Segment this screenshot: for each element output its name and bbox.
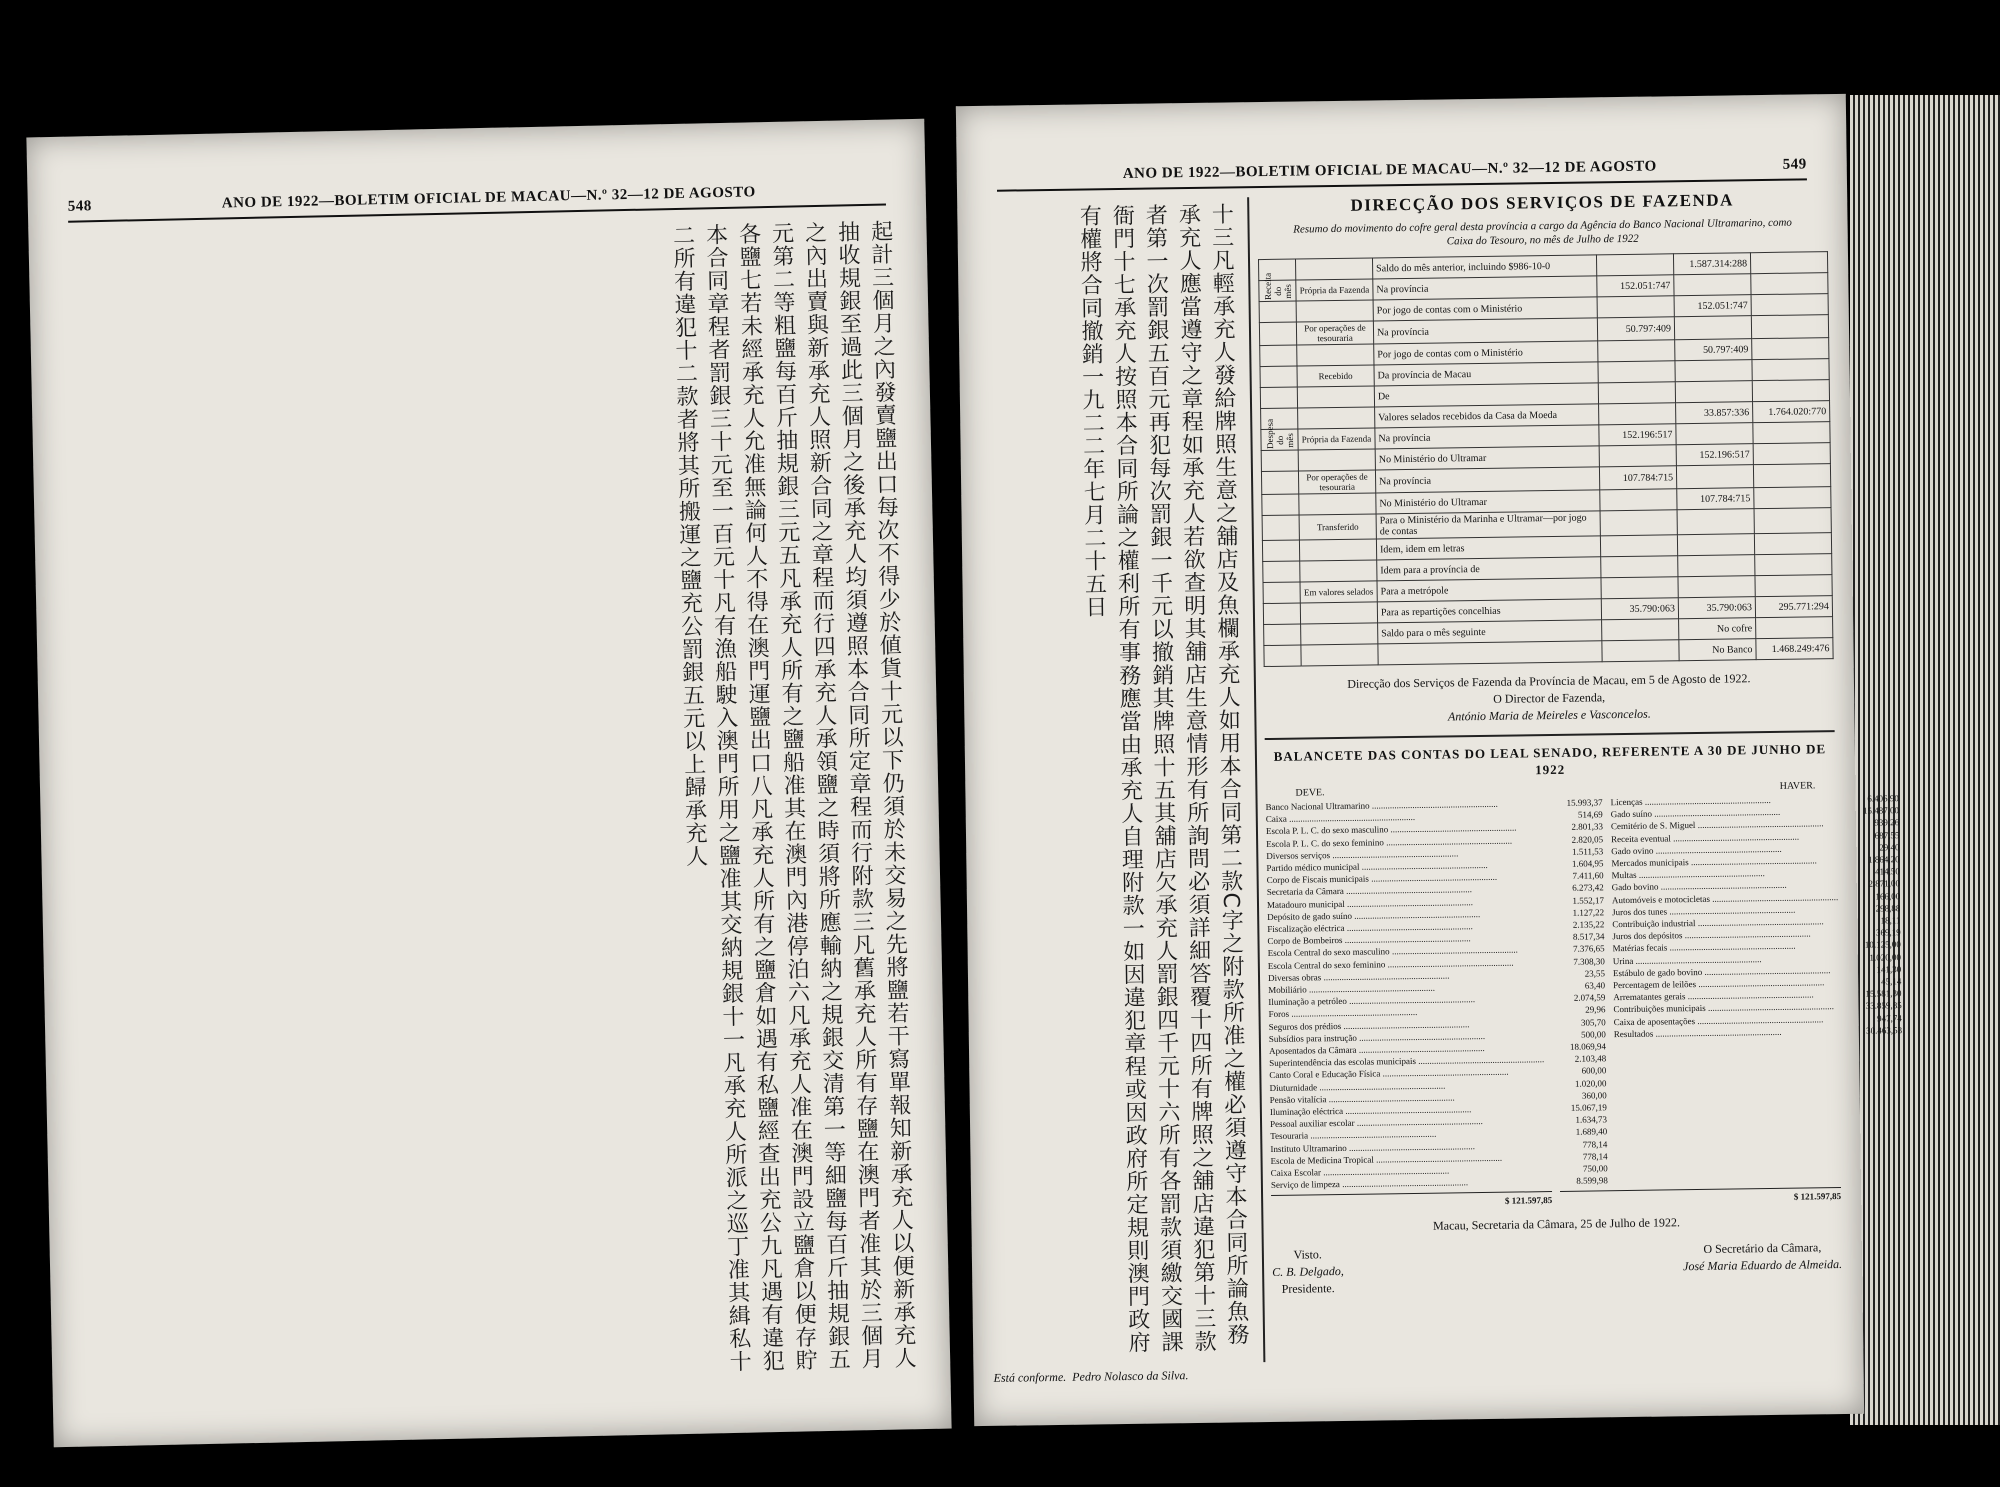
- deve-item-value: 1.552,17: [1572, 894, 1605, 906]
- fazenda-cell-c1: [1600, 489, 1677, 511]
- secretary-block: [1683, 1239, 1843, 1292]
- fazenda-cell-c3: [1753, 443, 1830, 465]
- fazenda-cell-c2: 152.051:747: [1674, 295, 1751, 317]
- deve-item-value: 2.135,22: [1572, 919, 1605, 930]
- deve-item-label: Banco Nacional Ultramarino .....: [1266, 797, 1541, 813]
- fazenda-cell-section: [1261, 450, 1298, 472]
- deve-item-value: 7.376,65: [1573, 943, 1605, 955]
- deve-item-value: 29,96: [1585, 1004, 1606, 1016]
- deve-item-label: Iluminação eléctrica .....: [1270, 1102, 1545, 1118]
- fazenda-cell-section: Despesa do mês: [1261, 429, 1298, 451]
- fazenda-cell-c2: No Banco: [1679, 639, 1756, 661]
- haver-item-label: Matérias fecais .....: [1613, 939, 1839, 954]
- deve-item-label: Escola de Medicina Tropical .....: [1270, 1151, 1545, 1167]
- fazenda-cell-c2: [1678, 555, 1755, 577]
- fazenda-signer-name: António Maria de Meireles e Vasconcelos.: [1447, 706, 1651, 724]
- deve-item-label: Fiscalização eléctrica .....: [1267, 919, 1542, 935]
- haver-item-label: Caixa de aposentações .....: [1614, 1013, 1840, 1028]
- haver-item-value: 6.406,90: [1867, 793, 1899, 804]
- fazenda-cell-label: No Ministério do Ultramar: [1375, 446, 1599, 470]
- haver-item-value: 29,40: [1879, 841, 1900, 853]
- deve-item-value: 2.801,33: [1571, 821, 1603, 833]
- fazenda-cell-c1: [1602, 640, 1679, 662]
- deve-label: DEVE.: [1295, 787, 1325, 799]
- haver-item-label: Licenças .....: [1610, 793, 1836, 808]
- section-rule: [1265, 730, 1835, 740]
- fazenda-cell-c1: [1597, 296, 1674, 318]
- fazenda-cell-c1: [1598, 382, 1675, 404]
- deve-item-value: 18.069,94: [1569, 1041, 1607, 1052]
- fazenda-cell-group: [1299, 539, 1376, 561]
- left-chinese-text: 起計三個月之內發賣鹽出口每次不得少於値貨十元以下仍須於未交易之先將鹽若干寫單報知新承充人以便新承充人抽收規銀至過此三個月之後承充人均須遵照本合同所定章程而行附款三凡舊承充人所有存鹽在澳門者准其於三個月之內出賣與新承充人照新合同之章程而行四承充人承領鹽之時須將所應輸納之規銀交清第一等細鹽每百斤抽規銀五元第二等粗鹽每百斤抽規銀三元五凡承充人所有之鹽船准其在澳門內港停泊六凡承充人准在澳門設立鹽倉以便存貯各鹽七若未經承充人允准無論何人不得在澳門運鹽出口八凡承充人所有之鹽倉如遇有私鹽經查出充公九凡遇有違犯本合同章程者罰銀三十元至一百元十凡有漁船駛入澳門所用之鹽准其交納規銀十一凡承充人所派之巡丁准其緝私十二所有違犯十二款者將其所搬運之鹽充公罰銀五元以上歸承充人: [669, 219, 917, 1374]
- fazenda-cell-c3: [1752, 338, 1829, 360]
- fazenda-cell-c1: 35.790:063: [1601, 598, 1678, 620]
- fazenda-cell-label: Idem para a província de: [1377, 557, 1601, 581]
- haver-item-value: 33.859,85: [1865, 1000, 1902, 1012]
- right-page: [956, 94, 1903, 1426]
- fazenda-cell-section: [1260, 345, 1297, 367]
- conformity-label: Está conforme.: [993, 1369, 1067, 1385]
- fazenda-cell-label: [1378, 641, 1602, 665]
- deve-item-value: 15.993,37: [1566, 797, 1603, 808]
- haver-item-label: Gado bovino .....: [1612, 878, 1838, 893]
- fazenda-cell-group: [1297, 386, 1374, 408]
- haver-item-value: 141,30: [1876, 964, 1902, 975]
- fazenda-cell-group: [1298, 449, 1375, 471]
- fazenda-cell-label: Para as repartições concelhias: [1377, 599, 1601, 623]
- deve-item-label: Aposentados da Câmara .....: [1269, 1041, 1544, 1057]
- fazenda-cell-c1: 152.196:517: [1599, 424, 1676, 446]
- fazenda-cell-label: Idem, idem em letras: [1376, 536, 1600, 560]
- haver-item-label: Estábulo de gado bovino .....: [1613, 964, 1839, 979]
- fazenda-cell-label: Para a metrópole: [1377, 578, 1601, 602]
- secretary-title: O Secretário da Câmara,: [1703, 1240, 1822, 1256]
- haver-item-label: Percentagem de leilões .....: [1613, 976, 1839, 991]
- fazenda-cell-section: [1260, 366, 1297, 388]
- fazenda-cell-label: De: [1374, 383, 1598, 407]
- fazenda-cell-c3: [1754, 533, 1831, 555]
- fazenda-cell-label: Saldo do mês anterior, incluindo $986-10-0: [1372, 255, 1596, 279]
- haver-label: HAVER.: [1779, 780, 1816, 792]
- haver-item-value: 166,00: [1875, 890, 1901, 902]
- deve-item-label: Matadouro municipal .....: [1267, 895, 1542, 911]
- deve-item-value: 778,14: [1582, 1138, 1608, 1150]
- fazenda-cell-c3: [1755, 575, 1832, 597]
- deve-item-label: Caixa Escolar .....: [1271, 1163, 1546, 1179]
- deve-item-value: 305,70: [1580, 1016, 1606, 1028]
- right-page-number: 549: [1782, 156, 1807, 173]
- balancete-body: [1265, 793, 1903, 1191]
- haver-item-value: 2.871,00: [1868, 878, 1901, 890]
- haver-item-label: Juros dos depósitos .....: [1612, 927, 1838, 942]
- conformity-line: [993, 1368, 1188, 1386]
- fazenda-cell-c3: 1.468.249:476: [1756, 638, 1833, 660]
- deve-item-label: Diuturnidade .....: [1269, 1078, 1544, 1094]
- fazenda-cell-c3: 295.771:294: [1755, 596, 1832, 618]
- deve-item-value: 8.517,34: [1572, 931, 1605, 942]
- haver-item-value: 1.020,00: [1869, 951, 1902, 963]
- deve-item-value: 1.604,95: [1571, 858, 1604, 869]
- deve-item-label: Instituto Ultramarino .....: [1270, 1139, 1545, 1155]
- deve-item-value: 750,00: [1582, 1163, 1608, 1174]
- fazenda-cell-section: [1262, 540, 1299, 562]
- deve-item-value: 1.634,73: [1575, 1114, 1608, 1126]
- fazenda-cell-section: [1263, 582, 1300, 604]
- fazenda-cell-c3: [1753, 422, 1830, 444]
- fazenda-place-date: Direcção dos Serviços de Fazenda da Província de Macau, em 5 de Agosto de 1922.: [1347, 671, 1751, 691]
- fazenda-cell-c2: 1.587.314:288: [1673, 253, 1750, 275]
- visto-label: Visto.: [1293, 1246, 1322, 1262]
- fazenda-cell-section: [1259, 301, 1296, 323]
- deve-item-value: 7.308,30: [1573, 955, 1605, 967]
- haver-item-value: 10.125,00: [1864, 939, 1901, 951]
- deve-item-label: Serviço de limpeza .....: [1271, 1175, 1546, 1191]
- deve-item-value: 7.411,60: [1572, 870, 1604, 881]
- fazenda-cell-group: Própria da Fazenda: [1296, 279, 1373, 301]
- fazenda-cell-label: Saldo para o mês seguinte: [1378, 620, 1602, 644]
- haver-item-label: Gado suíno .....: [1611, 805, 1837, 820]
- haver-item-value: 687,55: [1874, 829, 1900, 841]
- deve-item-value: 360,00: [1581, 1090, 1607, 1101]
- fazenda-table: [1258, 251, 1834, 667]
- deve-item-value: 2.074,59: [1573, 992, 1606, 1003]
- fazenda-cell-c2: [1677, 509, 1754, 535]
- deve-item-value: 778,14: [1582, 1151, 1608, 1162]
- haver-item-label: Receita eventual .....: [1611, 830, 1837, 845]
- fazenda-cell-section: [1260, 387, 1297, 409]
- fazenda-cell-c2: [1675, 360, 1752, 382]
- deve-item-label: Mobiliário .....: [1268, 980, 1543, 996]
- deve-item-label: Corpo de Bombeiros .....: [1267, 931, 1542, 947]
- fazenda-cell-c1: 50.797:409: [1597, 317, 1674, 341]
- president-block: [1272, 1246, 1344, 1298]
- deve-item-value: 600,00: [1581, 1065, 1607, 1077]
- fazenda-cell-c2: No cofre: [1679, 618, 1756, 640]
- fazenda-cell-c3: [1752, 359, 1829, 381]
- deve-item-value: 514,69: [1577, 809, 1603, 820]
- haver-item-label: Gado ovino .....: [1611, 842, 1837, 857]
- balancete-signatures: [1272, 1239, 1843, 1298]
- deve-item-label: Partido médico municipal .....: [1266, 858, 1541, 874]
- deve-item-label: Tesouraria .....: [1270, 1127, 1545, 1143]
- haver-total: $ 121.597,85: [1560, 1187, 1841, 1206]
- deve-item-value: 8.599,98: [1576, 1175, 1608, 1187]
- deve-total: $ 121.597,85: [1271, 1191, 1552, 1210]
- conformity-name: Pedro Nolasco da Silva.: [1072, 1368, 1189, 1384]
- fazenda-cell-group: Em valores selados: [1300, 581, 1377, 603]
- deve-item-label: Diversos serviços .....: [1266, 846, 1541, 862]
- fazenda-cell-c1: [1601, 556, 1678, 578]
- haver-item-value: 369,19: [1875, 927, 1901, 938]
- deve-item-label: Iluminação a petróleo .....: [1268, 992, 1543, 1008]
- fazenda-cell-c1: [1596, 254, 1673, 276]
- haver-item-label: Contribuições municipais .....: [1613, 1000, 1839, 1015]
- fazenda-cell-c3: [1751, 294, 1828, 316]
- fazenda-cell-c1: [1598, 361, 1675, 383]
- balancete-place-date: Macau, Secretaria da Câmara, 25 de Julho de 1922.: [1432, 1214, 1681, 1233]
- fazenda-cell-group: [1297, 344, 1374, 366]
- fazenda-cell-group: [1298, 407, 1375, 429]
- fazenda-cell-c1: [1600, 510, 1677, 536]
- haver-item-label: Automóveis e motocicletas .....: [1612, 891, 1838, 906]
- balancete-title: BALANCETE DAS CONTAS DO LEAL SENADO, REFERENTE A 30 DE JUNHO DE 1922: [1273, 741, 1827, 778]
- fazenda-cell-c3: [1751, 315, 1828, 339]
- deve-item-value: 63,40: [1584, 980, 1606, 991]
- fazenda-cell-group: Por operações de tesouraria: [1296, 321, 1373, 345]
- fazenda-cell-label: Na província: [1373, 276, 1597, 300]
- fazenda-cell-section: [1263, 603, 1300, 625]
- fazenda-cell-section: [1262, 494, 1299, 516]
- fazenda-cell-c3: [1751, 273, 1828, 295]
- fazenda-cell-label: Da província de Macau: [1374, 362, 1598, 386]
- fazenda-subtitle: Resumo do movimento do cofre geral desta província a cargo da Agência do Banco Nacional Ultramarino, como Caixa do Tesouro, no mês de Julho de 1922: [1293, 216, 1792, 248]
- deve-item-label: Foros .....: [1268, 1005, 1543, 1021]
- haver-item-label: Juros dos tunes .....: [1612, 903, 1838, 918]
- fazenda-cell-c3: [1752, 380, 1829, 402]
- haver-item-value: 45,14: [1881, 976, 1902, 987]
- left-page: [26, 119, 951, 1448]
- haver-item-value: 15.581,30: [1865, 988, 1902, 999]
- fazenda-cell-c2: 152.196:517: [1676, 444, 1753, 466]
- president-title: Presidente.: [1281, 1280, 1335, 1296]
- fazenda-cell-c2: 33.857:336: [1676, 402, 1753, 424]
- haver-item-value: 18,11: [1880, 915, 1901, 926]
- deve-item-label: Escola Central do sexo masculino .....: [1268, 944, 1543, 960]
- fazenda-cell-label: Por jogo de contas com o Ministério: [1374, 341, 1598, 365]
- right-page-header: [997, 156, 1807, 191]
- haver-item-label: Resultados .....: [1614, 1025, 1840, 1040]
- fazenda-cell-group: [1300, 560, 1377, 582]
- left-page-number: 548: [67, 198, 93, 215]
- fazenda-cell-section: [1264, 645, 1301, 667]
- fazenda-cell-label: Para o Ministério da Marinha e Ultramar—por jogo de contas: [1376, 511, 1600, 539]
- deve-item-label: Seguros dos prédios .....: [1269, 1017, 1544, 1033]
- haver-column: [1610, 792, 1904, 1186]
- book-page-edges: [1850, 95, 2000, 1425]
- fazenda-cell-c1: 152.051:747: [1597, 275, 1674, 297]
- fazenda-cell-label: No Ministério do Ultramar: [1376, 490, 1600, 514]
- fazenda-cell-group: Recebido: [1297, 365, 1374, 387]
- fazenda-cell-c2: [1676, 465, 1753, 489]
- fazenda-cell-group: [1301, 644, 1378, 666]
- right-chinese-text: 十三凡輕承充人發給牌照生意之舖店及魚欄承充人如用本合同第二款C字之附款所准之權必須遵守本合同所論魚務承充人應當遵守之章程如承充人若欲查明其舖店生意情形有所詢問必須詳細答覆十四所有牌照之舖店違犯第十三款者第一次罰銀五百元再犯每次罰銀一千元以撤銷其牌照十五其舖店欠承充人罰銀四千元十六所有各罰款須繳交國課衙門十七承充人按照本合同所論之權利所有事務應當由承充人自理附款一如因違犯章程或因政府所定規則澳門政府有權將合同撤銷一九二二年七月二十五日: [1076, 202, 1250, 1355]
- fazenda-cell-group: Transferido: [1299, 514, 1376, 540]
- fazenda-cell-c3: [1755, 554, 1832, 576]
- fazenda-cell-group: [1299, 493, 1376, 515]
- fazenda-cell-group: [1300, 602, 1377, 624]
- deve-item-value: 1.127,22: [1572, 907, 1605, 918]
- deve-item-label: Subsídios para instrução .....: [1269, 1029, 1544, 1045]
- left-page-header: [68, 182, 886, 223]
- haver-item-label: Urina .....: [1613, 952, 1839, 967]
- left-header-text: ANO DE 1922—BOLETIM OFICIAL DE MACAU—N.º 32—12 DE AGOSTO: [221, 184, 756, 212]
- fazenda-section: [1257, 189, 1903, 1298]
- deve-item-value: 2.103,48: [1574, 1053, 1607, 1064]
- fazenda-cell-c1: [1599, 403, 1676, 425]
- deve-item-value: 23,55: [1584, 968, 1606, 979]
- fazenda-title: DIRECÇÃO DOS SERVIÇOS DE FAZENDA: [1350, 190, 1735, 215]
- haver-item-value: 939,26: [1874, 817, 1900, 828]
- fazenda-cell-section: [1264, 624, 1301, 646]
- deve-item-label: Secretaria da Câmara .....: [1267, 883, 1542, 899]
- fazenda-signer-title: O Director de Fazenda,: [1493, 690, 1606, 706]
- secretary-name: José Maria Eduardo de Almeida.: [1683, 1256, 1843, 1273]
- deve-item-label: Escola P. L. C. do sexo feminino .....: [1266, 834, 1541, 850]
- deve-column: [1266, 796, 1608, 1191]
- fazenda-cell-c1: [1601, 577, 1678, 599]
- fazenda-cell-c1: [1599, 445, 1676, 467]
- fazenda-cell-c3: [1754, 508, 1831, 534]
- fazenda-cell-c3: [1753, 464, 1830, 488]
- fazenda-cell-c3: [1750, 252, 1827, 274]
- deve-item-value: 1.689,40: [1575, 1126, 1608, 1138]
- haver-item-value: 1.864,20: [1868, 854, 1900, 865]
- haver-item-value: 15.487,00: [1862, 805, 1900, 816]
- fazenda-cell-c2: [1677, 534, 1754, 556]
- deve-item-label: Pessoal auxiliar escolar .....: [1270, 1114, 1545, 1130]
- fazenda-signature: [1264, 669, 1835, 728]
- haver-item-label: Mercados municipais .....: [1611, 854, 1837, 869]
- fazenda-cell-group: [1301, 623, 1378, 645]
- deve-item-label: Diversas obras .....: [1268, 968, 1543, 984]
- deve-item-value: 1.511,53: [1572, 846, 1604, 857]
- deve-item-value: 1.020,00: [1574, 1077, 1607, 1089]
- fazenda-cell-c3: [1756, 617, 1833, 639]
- haver-item-label: Cemitério de S. Miguel .....: [1611, 817, 1837, 832]
- fazenda-cell-section: [1262, 515, 1299, 541]
- deve-item-label: Superintendência das escolas municipais .....: [1269, 1053, 1544, 1069]
- fazenda-cell-section: Receita do mês: [1259, 280, 1296, 302]
- fazenda-cell-c2: 50.797:409: [1675, 339, 1752, 361]
- deve-item-label: Corpo de Fiscais municipais .....: [1267, 870, 1542, 886]
- deve-item-value: 2.820,05: [1571, 833, 1604, 845]
- haver-item-value: 947,74: [1877, 1012, 1902, 1024]
- fazenda-cell-section: [1259, 322, 1296, 346]
- fazenda-cell-c1: [1598, 340, 1675, 362]
- deve-item-label: Pensão vitalícia .....: [1270, 1090, 1545, 1106]
- fazenda-cell-section: [1261, 471, 1298, 495]
- fazenda-cell-c2: [1678, 576, 1755, 598]
- fazenda-cell-group: [1296, 300, 1373, 322]
- haver-item-value: 30.463,53: [1865, 1025, 1903, 1036]
- fazenda-cell-c1: [1600, 535, 1677, 557]
- fazenda-cell-group: Própria da Fazenda: [1298, 428, 1375, 450]
- deve-item-label: Canto Coral e Educação Física .....: [1269, 1066, 1544, 1082]
- deve-item-label: Depósito de gado suíno .....: [1267, 907, 1542, 923]
- president-name: C. B. Delgado,: [1272, 1263, 1344, 1279]
- fazenda-cell-label: Por jogo de contas com o Ministério: [1373, 297, 1597, 321]
- deve-item-label: Escola P. L. C. do sexo masculino .....: [1266, 822, 1541, 838]
- fazenda-cell-section: [1263, 561, 1300, 583]
- fazenda-cell-c2: [1676, 423, 1753, 445]
- fazenda-cell-c3: 1.764.020:770: [1753, 401, 1830, 423]
- fazenda-cell-label: Na província: [1373, 318, 1597, 344]
- fazenda-cell-c1: [1602, 619, 1679, 641]
- fazenda-cell-c2: [1675, 381, 1752, 403]
- right-header-text: ANO DE 1922—BOLETIM OFICIAL DE MACAU—N.º 32—12 DE AGOSTO: [1122, 158, 1657, 182]
- fazenda-cell-label: Na província: [1375, 425, 1599, 449]
- deve-item-label: Escola Central do sexo feminino .....: [1268, 956, 1543, 972]
- deve-item-value: 15.067,19: [1570, 1102, 1607, 1113]
- haver-item-value: 414,50: [1874, 866, 1900, 877]
- deve-item-value: 500,00: [1580, 1029, 1606, 1040]
- fazenda-cell-group: [1295, 258, 1372, 280]
- fazenda-cell-group: Por operações de tesouraria: [1298, 470, 1375, 494]
- fazenda-cell-c3: [1754, 487, 1831, 509]
- fazenda-cell-c2: 107.784:715: [1677, 488, 1754, 510]
- fazenda-cell-c2: [1674, 316, 1751, 340]
- fazenda-cell-c1: 107.784:715: [1599, 466, 1676, 490]
- haver-item-label: Contribuição industrial .....: [1612, 915, 1838, 930]
- fazenda-cell-label: Na província: [1375, 467, 1599, 493]
- deve-item-value: 6.273,42: [1572, 882, 1604, 894]
- haver-item-label: Multas .....: [1612, 866, 1838, 881]
- fazenda-cell-c2: 35.790:063: [1678, 597, 1755, 619]
- fazenda-cell-c2: [1674, 274, 1751, 296]
- haver-item-value: 298,88: [1875, 902, 1901, 914]
- deve-item-label: Caixa .....: [1266, 809, 1541, 825]
- fazenda-cell-label: Valores selados recebidos da Casa da Moeda: [1375, 404, 1599, 428]
- haver-row: [1614, 1024, 1902, 1040]
- haver-item-label: Arrematantes gerais .....: [1613, 988, 1839, 1003]
